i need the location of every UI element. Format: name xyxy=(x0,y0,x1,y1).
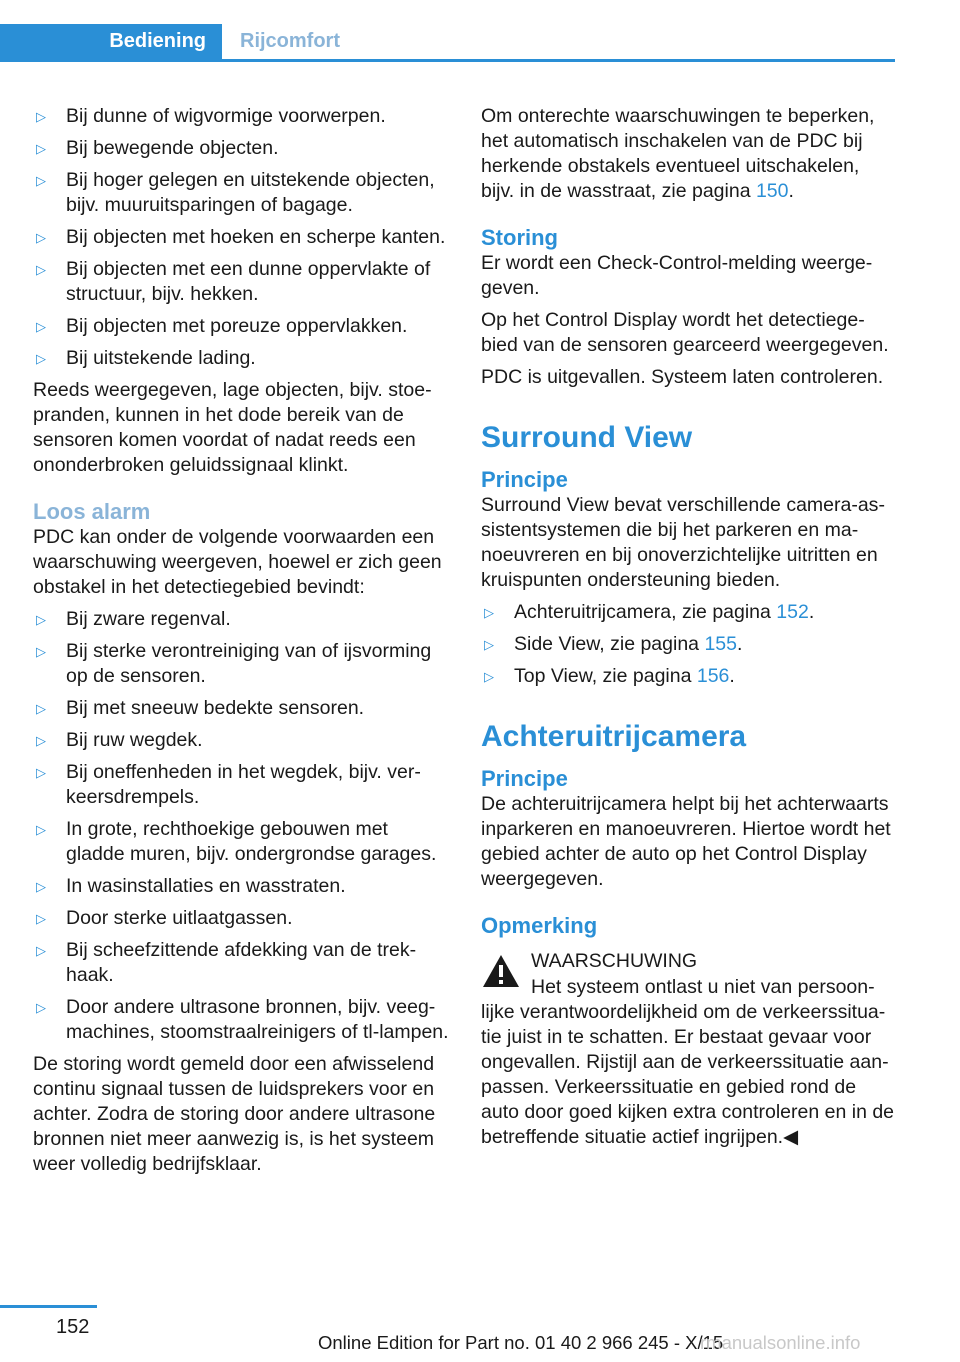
limits-list-text: Bij uitstekende lading. xyxy=(66,347,256,369)
false-alarm-list-text: Bij scheefzittende afdekking van de trekhaak. xyxy=(66,939,417,986)
right-column xyxy=(481,104,895,1157)
false-alarm-list-item xyxy=(33,639,451,689)
false-alarm-list xyxy=(33,607,451,1045)
false-alarm-list-item xyxy=(33,817,451,867)
limits-list-text: Bij objecten met poreuze oppervlakken. xyxy=(66,315,408,337)
chapter-tabs xyxy=(0,24,895,62)
tab-rijcomfort[interactable]: Rijcomfort xyxy=(240,30,340,52)
storing-text-1: Er wordt een Check-Control-melding weergegeven. xyxy=(481,252,873,299)
camera-systems-list-text: Side View, zie pagina xyxy=(514,633,705,655)
camera-systems-list xyxy=(481,600,895,689)
false-alarm-list-item xyxy=(33,607,451,632)
warning-block xyxy=(481,949,895,974)
tab-bediening[interactable] xyxy=(0,24,222,59)
bullet-triangle-icon: ▷ xyxy=(36,911,46,926)
heading-principe-camera: Principe xyxy=(481,766,568,791)
paragraph-low-objects: Reeds weergegeven, lage objecten, bijv. stoepranden, kunnen in het dode bereik van de sensoren komen voordat of nadat reeds een ononderbroken geluidssignaal klinkt. xyxy=(33,379,432,476)
bullet-triangle-icon: ▷ xyxy=(36,765,46,780)
bullet-triangle-icon: ▷ xyxy=(484,637,494,652)
edition-footer: Online Edition for Part no. 01 40 2 966 245 - X/15 xyxy=(318,1332,724,1353)
bullet-triangle-icon: ▷ xyxy=(36,173,46,188)
storing-text-3: PDC is uitgevallen. Systeem laten controleren. xyxy=(481,366,884,388)
limits-list-text: Bij dunne of wigvormige voorwerpen. xyxy=(66,105,386,127)
bullet-triangle-icon: ▷ xyxy=(36,230,46,245)
false-alarm-list-item xyxy=(33,760,451,810)
bullet-triangle-icon: ▷ xyxy=(36,701,46,716)
false-alarm-list-text: In grote, rechthoekige gebouwen met gladde muren, bijv. ondergrondse garages. xyxy=(66,818,437,865)
heading-principe-surround: Principe xyxy=(481,467,568,492)
page-link[interactable]: 155 xyxy=(704,633,737,655)
header-rule xyxy=(0,59,895,62)
bullet-triangle-icon: ▷ xyxy=(484,605,494,620)
false-alarm-list-text: Door andere ultrasone bronnen, bijv. veegmachines, stoomstraalreinigers of tl-lampen. xyxy=(66,996,449,1043)
tab-bediening-label: Bediening xyxy=(109,30,206,52)
bullet-triangle-icon: ▷ xyxy=(36,109,46,124)
paragraph-disturbance: De storing wordt gemeld door een afwisselend continu signaal tussen de luidsprekers voor en achter. Zodra de storing door andere ultrasone bronnen niet meer aanwezig is, is het systeem weer volledig bedrijfsklaar. xyxy=(33,1053,436,1175)
page-link[interactable]: 152 xyxy=(776,601,809,623)
bullet-triangle-icon: ▷ xyxy=(36,943,46,958)
limits-list-item xyxy=(33,346,451,371)
bullet-triangle-icon: ▷ xyxy=(36,733,46,748)
warning-text: Het systeem ontlast u niet van persoonlijke verantwoordelijkheid om de verkeerssituatie juist in te schatten. Er bestaat gevaar voor ongevallen. Rijstijl aan de verkeerssituatie aanpassen. Verkeerssituatie en gebied rond de auto door goed kijken extra controleren en in de betreffende situatie actief ingrijpen.◀ xyxy=(481,976,895,1148)
principe-surround-text: Surround View bevat verschillende camera-assistentsystemen die bij het parkeren en manoeuvreren en bij onoverzichtelijke uitritten en kruispunten ondersteuning bieden. xyxy=(481,494,885,591)
left-column xyxy=(33,104,451,1184)
false-alarm-list-item xyxy=(33,728,451,753)
camera-systems-list-text: Achteruitrijcamera, zie pagina xyxy=(514,601,777,623)
heading-surround-view: Surround View xyxy=(481,421,693,454)
bullet-triangle-icon: ▷ xyxy=(36,351,46,366)
false-alarm-list-item xyxy=(33,874,451,899)
bullet-triangle-icon: ▷ xyxy=(36,822,46,837)
camera-systems-list-text: Top View, zie pagina xyxy=(514,665,697,687)
limits-list-item xyxy=(33,168,451,218)
false-alarm-list-text: Bij met sneeuw bedekte sensoren. xyxy=(66,697,365,719)
bullet-triangle-icon: ▷ xyxy=(36,612,46,627)
paragraph-warnings-text: Om onterechte waarschuwingen te beperken, het automatisch inschakelen van de PDC bij herkende obstakels eventueel uitschakelen, bijv. in de wasstraat, zie pagina xyxy=(481,105,875,202)
limits-list-text: Bij bewegende objecten. xyxy=(66,137,279,159)
limits-list-item xyxy=(33,257,451,307)
heading-opmerking: Opmerking xyxy=(481,913,598,938)
limits-list-text: Bij hoger gelegen en uitstekende objecten, bijv. muuruitsparingen of bagage. xyxy=(66,169,435,216)
camera-systems-list-item: ▷ Top View, zie pagina 156. xyxy=(484,665,735,687)
limits-list-text: Bij objecten met hoeken en scherpe kanten. xyxy=(66,226,446,248)
false-alarm-list-item xyxy=(33,906,451,931)
paragraph-warnings: Om onterechte waarschuwingen te beperken, het automatisch inschakelen van de PDC bij herkende obstakels eventueel uitschakelen, bijv. in de wasstraat, zie pagina 150. xyxy=(481,105,875,202)
false-alarm-list-text: Bij oneffenheden in het wegdek, bijv. verkeersdrempels. xyxy=(66,761,421,808)
footer-rule xyxy=(0,1305,97,1308)
paragraph-false-alarm: PDC kan onder de volgende voorwaarden een waarschuwing weergeven, hoewel er zich geen obstakel in het detectiegebied bevindt: xyxy=(33,526,442,598)
limits-list-item xyxy=(33,225,451,250)
bullet-triangle-icon: ▷ xyxy=(36,644,46,659)
bullet-triangle-icon: ▷ xyxy=(36,879,46,894)
page-link-150[interactable]: 150 xyxy=(755,180,789,202)
false-alarm-list-item xyxy=(33,938,451,988)
limits-list-item xyxy=(33,136,451,161)
false-alarm-list-text: Bij zware regenval. xyxy=(66,608,231,630)
false-alarm-list-text: Door sterke uitlaatgassen. xyxy=(66,907,293,929)
false-alarm-list-text: In wasinstallaties en wasstraten. xyxy=(66,875,346,897)
limits-list-item xyxy=(33,104,451,129)
warning-title: WAARSCHUWING xyxy=(531,950,698,972)
bullet-triangle-icon: ▷ xyxy=(36,1000,46,1015)
page-number: 152 xyxy=(56,1316,90,1338)
warning-triangle-icon xyxy=(481,953,521,989)
heading-storing: Storing xyxy=(481,225,558,250)
watermark: rmanualsonline.info xyxy=(700,1332,861,1353)
principe-camera-text: De achteruitrijcamera helpt bij het achterwaarts inparkeren en manoeuvreren. Hiertoe wordt het gebied achter de auto op het Control Display weergegeven. xyxy=(481,793,891,890)
bullet-triangle-icon: ▷ xyxy=(36,262,46,277)
false-alarm-list-item xyxy=(33,696,451,721)
limits-list-text: Bij objecten met een dunne oppervlakte of structuur, bijv. hekken. xyxy=(66,258,431,305)
limits-list xyxy=(33,104,451,371)
false-alarm-list-text: Bij ruw wegdek. xyxy=(66,729,203,751)
page-link[interactable]: 156 xyxy=(696,665,730,687)
bullet-triangle-icon: ▷ xyxy=(484,669,494,684)
false-alarm-list-text: Bij sterke verontreiniging van of ijsvorming op de sensoren. xyxy=(66,640,432,687)
heading-achteruitrijcamera: Achteruitrijcamera xyxy=(481,720,747,753)
camera-systems-list-item: ▷ Achteruitrijcamera, zie pagina 152. xyxy=(484,601,815,623)
storing-text-2: Op het Control Display wordt het detectiegebied van de sensoren gearceerd weergegeven. xyxy=(481,309,889,356)
camera-systems-list-item: ▷ Side View, zie pagina 155. xyxy=(484,633,743,655)
bullet-triangle-icon: ▷ xyxy=(36,319,46,334)
false-alarm-list-item xyxy=(33,995,451,1045)
heading-loos-alarm: Loos alarm xyxy=(33,499,151,524)
bullet-triangle-icon: ▷ xyxy=(36,141,46,156)
limits-list-item xyxy=(33,314,451,339)
